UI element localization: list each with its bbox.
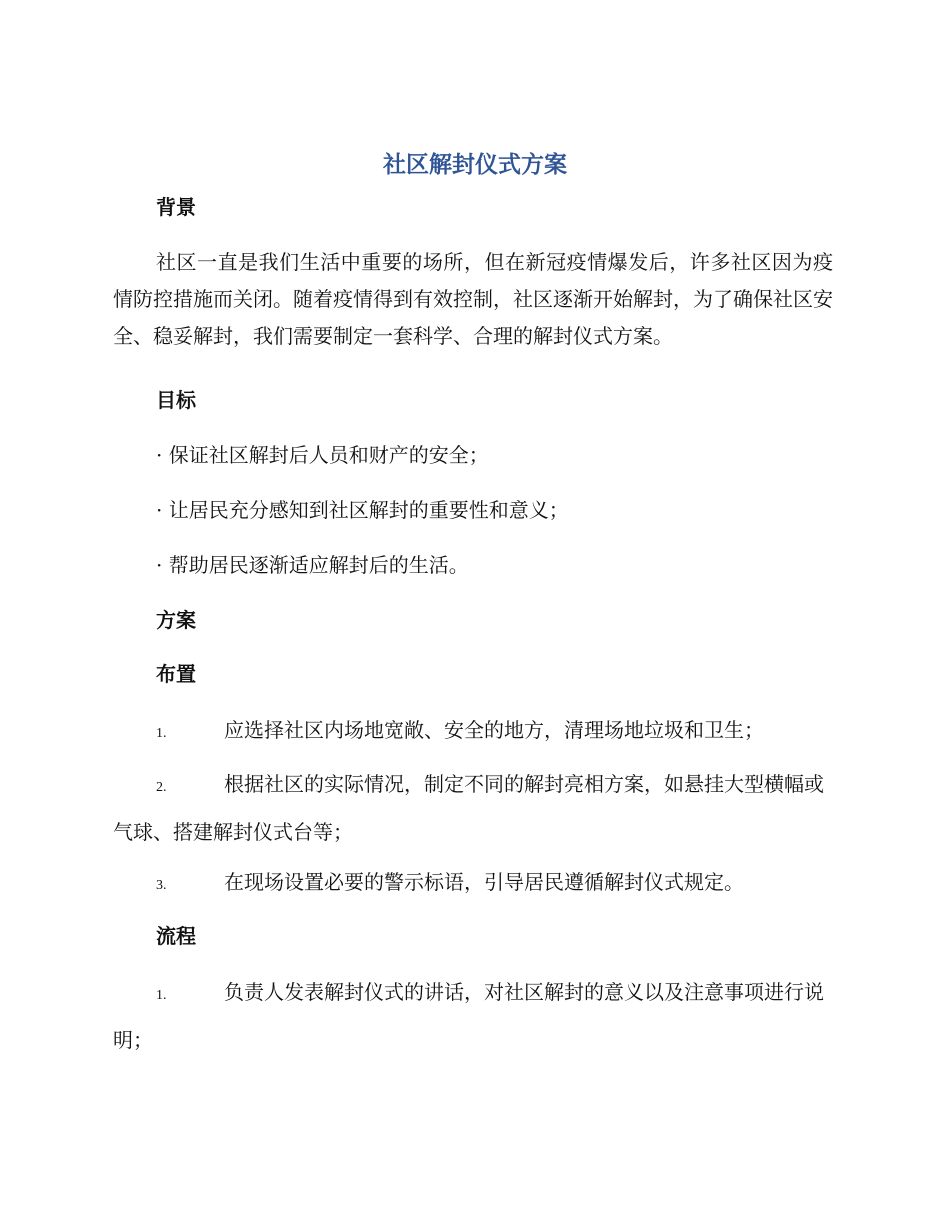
heading-layout: 布置	[156, 662, 196, 686]
item-number: 1.	[156, 988, 167, 1003]
heading-process: 流程	[156, 924, 196, 948]
process-item	[113, 970, 833, 1062]
item-text: 根据社区的实际情况，制定不同的解封亮相方案，如悬挂大型横幅或气球、搭建解封仪式台等；	[113, 772, 824, 844]
document-title: 社区解封仪式方案	[383, 152, 567, 178]
background-paragraph: 社区一直是我们生活中重要的场所，但在新冠疫情爆发后，许多社区因为疫情防控措施而关闭。随着疫情得到有效控制，社区逐渐开始解封，为了确保社区安全、稳妥解封，我们需要制定一套科学、合理的解封仪式方案。	[113, 250, 833, 348]
heading-goals: 目标	[156, 388, 196, 412]
goal-item: · 保证社区解封后人员和财产的安全；	[156, 443, 489, 467]
heading-background: 背景	[156, 195, 196, 219]
item-number: 2.	[156, 780, 167, 795]
goal-item: · 让居民充分感知到社区解封的重要性和意义；	[156, 498, 569, 522]
heading-plan: 方案	[156, 608, 196, 632]
item-text: 负责人发表解封仪式的讲话，对社区解封的意义以及注意事项进行说明；	[113, 980, 824, 1052]
layout-item	[113, 708, 833, 756]
layout-item	[113, 860, 833, 908]
goal-item: · 帮助居民逐渐适应解封后的生活。	[156, 553, 469, 577]
item-text: 在现场设置必要的警示标语，引导居民遵循解封仪式规定。	[224, 870, 744, 894]
layout-item	[113, 762, 833, 854]
item-text: 应选择社区内场地宽敞、安全的地方，清理场地垃圾和卫生；	[224, 718, 764, 742]
item-number: 3.	[156, 878, 167, 893]
item-number: 1.	[156, 726, 167, 741]
